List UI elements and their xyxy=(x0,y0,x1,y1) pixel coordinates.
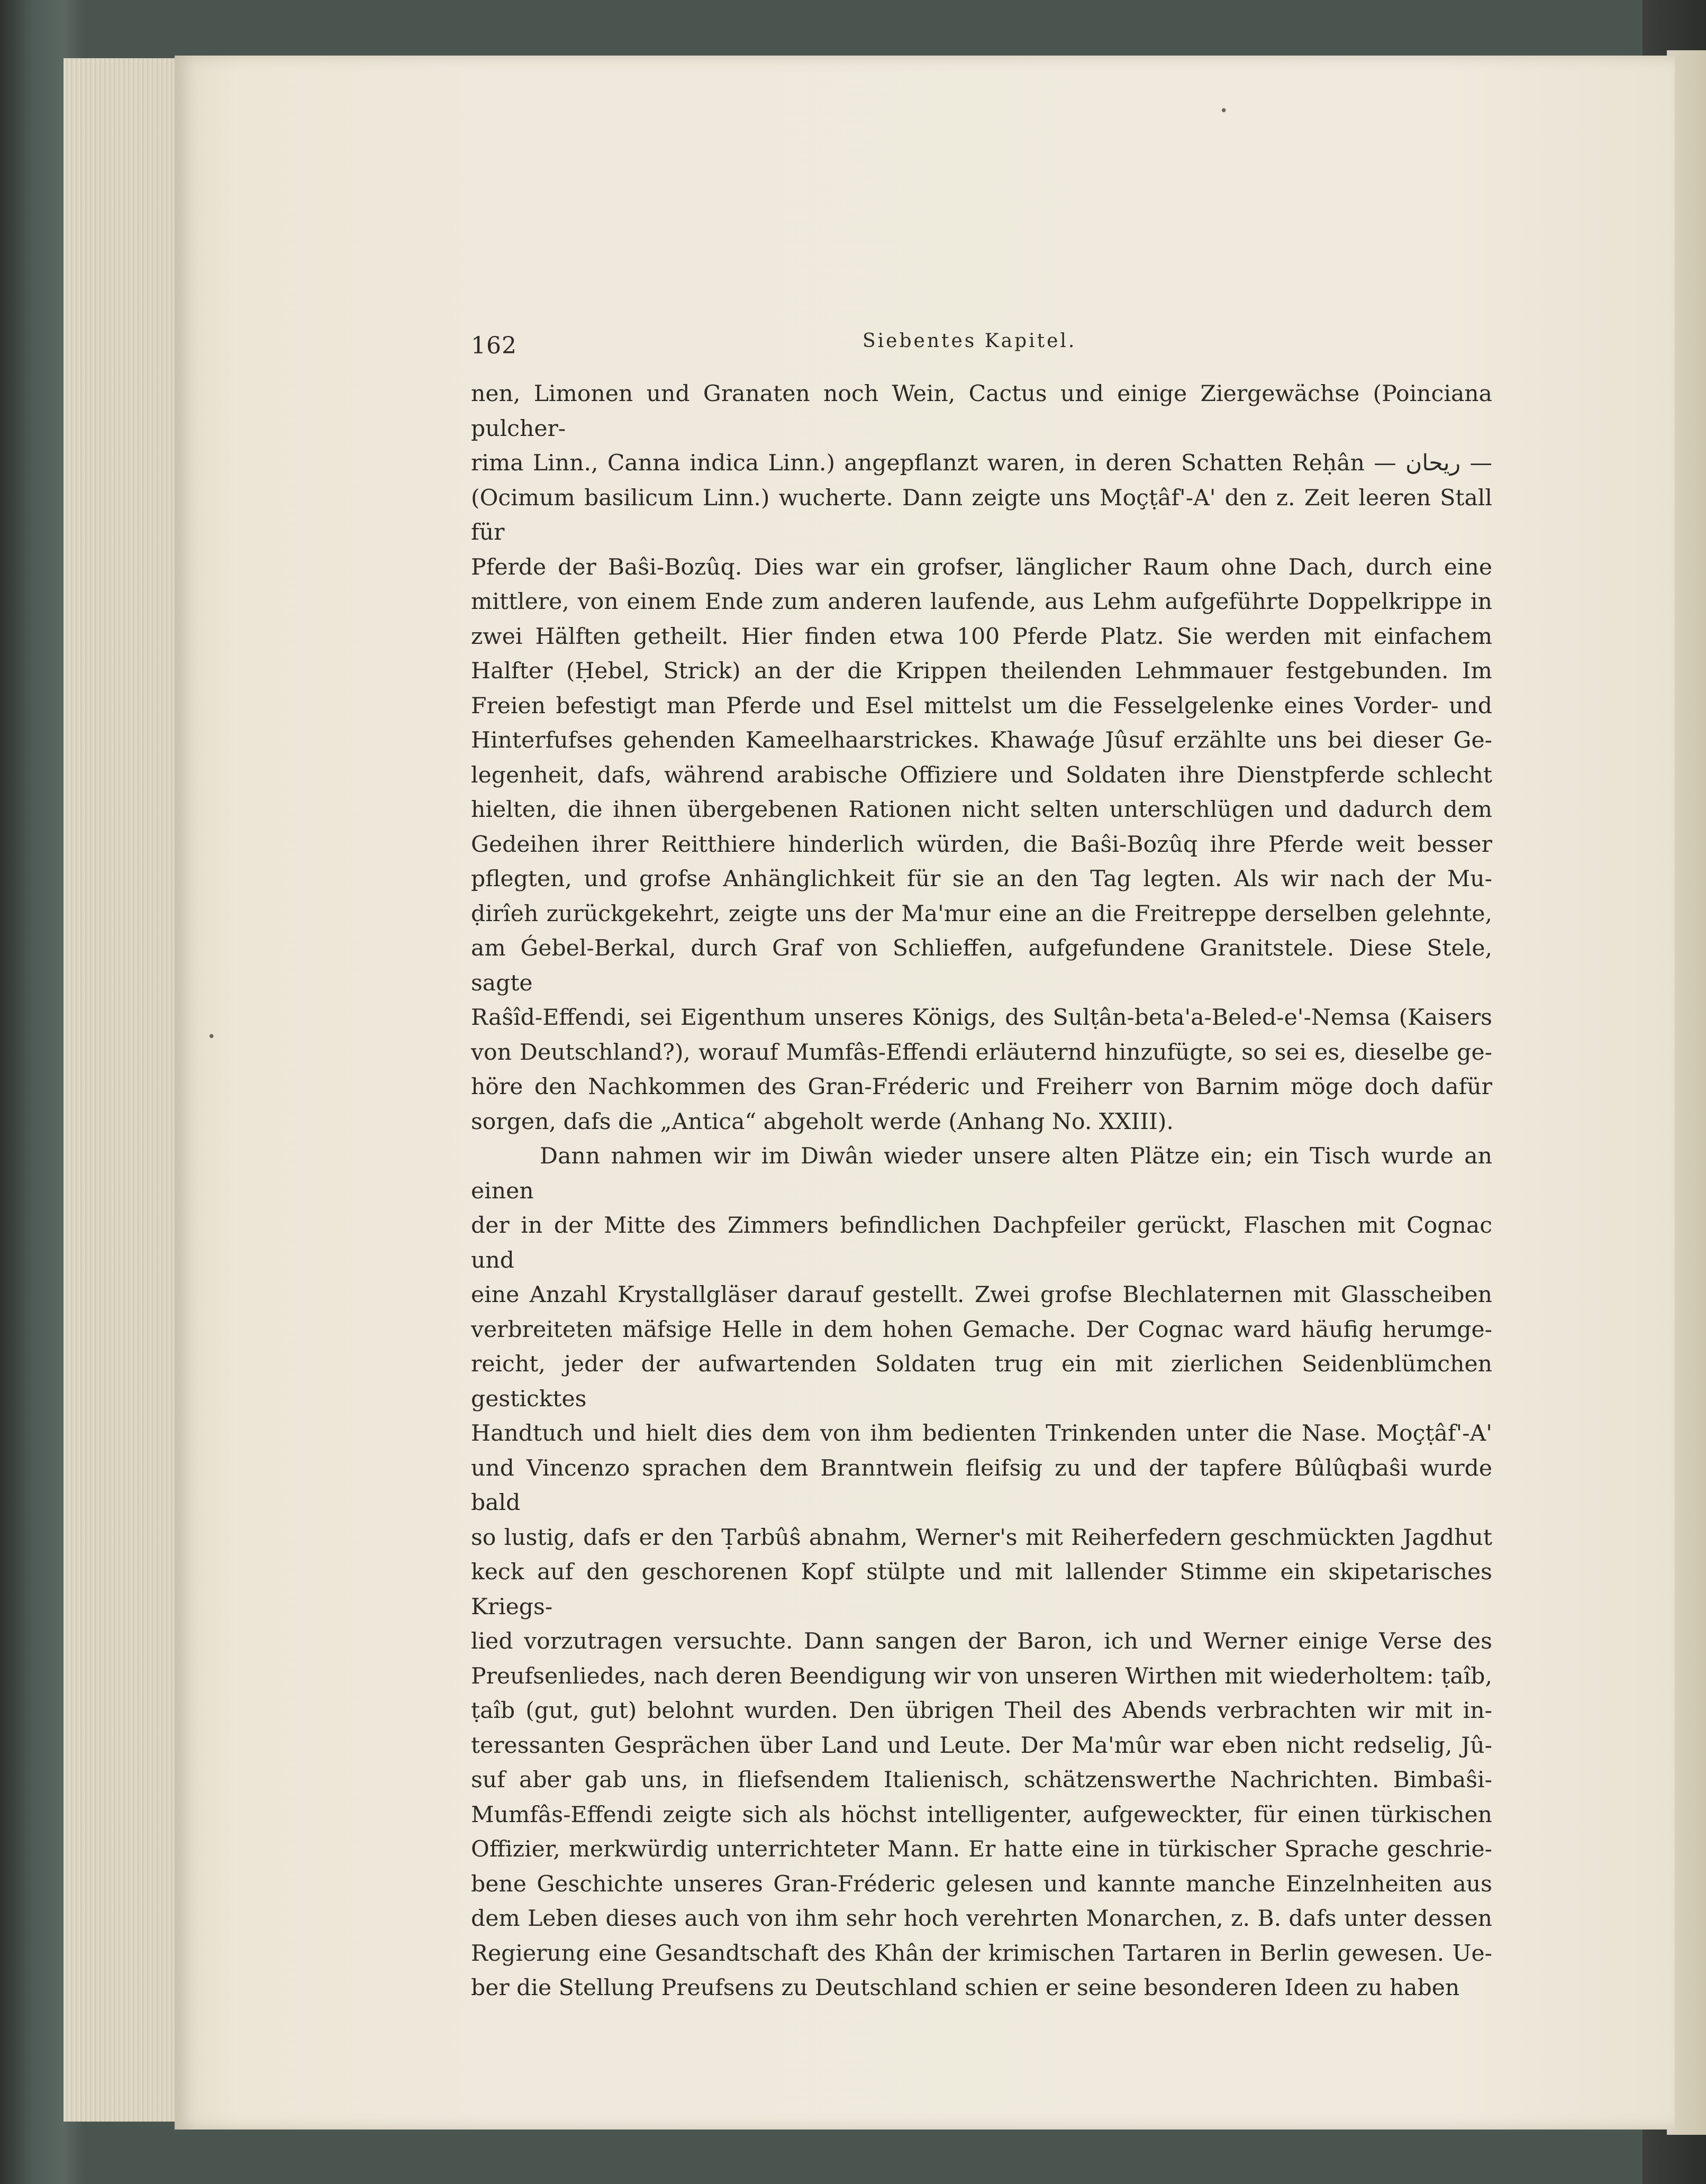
text-line: von Deutschland?), worauf Mumfâs-Effendi erläuternd hinzufügte, so sei es, dieselbe ge- xyxy=(471,1039,1492,1066)
text-line: nen, Limonen und Granaten noch Wein, Cactus und einige Ziergewächse (Poinciana pulcher- xyxy=(471,381,1492,442)
text-line: rima Linn., Canna indica Linn.) angepflanzt waren, in deren Schatten Reḥân — ريحان — xyxy=(471,450,1492,476)
text-line: Gedeihen ihrer Reitthiere hinderlich würden, die Baŝi-Bozûq ihre Pferde weit besser xyxy=(471,831,1492,858)
page-number: 162 xyxy=(471,332,517,359)
text-line: ṭaîb (gut, gut) belohnt wurden. Den übrigen Theil des Abends verbrachten wir mit in- xyxy=(471,1698,1492,1724)
text-line: suf aber gab uns, in fliefsendem Italienisch, schätzenswerthe Nachrichten. Bimbaŝi- xyxy=(471,1767,1492,1793)
text-line: Handtuch und hielt dies dem von ihm bedienten Trinkenden unter die Nase. Moçṭâf'-A' xyxy=(471,1421,1492,1446)
text-line: Hinterfufses gehenden Kameelhaarstrickes. Khawaǵe Jûsuf erzählte uns bei dieser Ge- xyxy=(471,727,1492,753)
text-line: reicht, jeder der aufwartenden Soldaten trug ein mit zierlichen Seidenblümchen gesticktes xyxy=(471,1351,1492,1412)
text-line: legenheit, dafs, während arabische Offiziere und Soldaten ihre Dienstpferde schlecht xyxy=(471,762,1492,788)
text-line: Mumfâs-Effendi zeigte sich als höchst intelligenter, aufgeweckter, für einen türkischen xyxy=(471,1801,1492,1828)
text-line: Preufsenliedes, nach deren Beendigung wir von unseren Wirthen mit wiederholtem: ṭaîb, xyxy=(471,1663,1492,1689)
text-line: sorgen, dafs die „Antica“ abgeholt werde (Anhang No. XXIII). xyxy=(471,1108,1174,1135)
text-line: eine Anzahl Krystallgläser darauf gestellt. Zwei grofse Blechlaternen mit Glasscheiben xyxy=(471,1282,1492,1308)
text-line: verbreiteten mäfsige Helle in dem hohen Gemache. Der Cognac ward häufig herumge- xyxy=(471,1316,1492,1343)
text-line: der in der Mitte des Zimmers befindlichen Dachpfeiler gerückt, Flaschen mit Cognac und xyxy=(471,1213,1492,1273)
text-line: Offizier, merkwürdig unterrichteter Mann. Er hatte eine in türkischer Sprache geschrie- xyxy=(471,1836,1492,1862)
text-line: Freien befestigt man Pferde und Esel mittelst um die Fesselgelenke eines Vorder- und xyxy=(471,693,1492,719)
text-line: am Ǵebel-Berkal, durch Graf von Schlieffen, aufgefundene Granitstele. Diese Stele, sagte xyxy=(471,935,1492,996)
chapter-title: Siebentes Kapitel. xyxy=(863,330,1077,352)
text-line: Pferde der Baŝi-Bozûq. Dies war ein grofser, länglicher Raum ohne Dach, durch eine xyxy=(471,554,1492,580)
text-line: so lustig, dafs er den Ṭarbûŝ abnahm, Werner's mit Reiherfedern geschmückten Jagdhut xyxy=(471,1524,1492,1551)
ink-speck: • xyxy=(207,1029,216,1045)
text-line: bene Geschichte unseres Gran-Fréderic gelesen und kannte manche Einzelnheiten aus xyxy=(471,1871,1492,1897)
page-text-block xyxy=(471,328,1492,2006)
running-head xyxy=(471,328,1492,365)
text-line: hielten, die ihnen übergebenen Rationen nicht selten unterschlügen und dadurch dem xyxy=(471,797,1492,823)
text-line: keck auf den geschorenen Kopf stülpte und mit lallender Stimme ein skipetarisches Kriegs- xyxy=(471,1559,1492,1620)
stacked-page-edges xyxy=(63,58,187,2122)
text-line: Raŝîd-Effendi, sei Eigenthum unseres Königs, des Sulṭân-beta'a-Beled-e'-Nemsa (Kaisers xyxy=(471,1005,1492,1031)
text-line: ber die Stellung Preufsens zu Deutschland schien er seine besonderen Ideen zu haben xyxy=(471,1975,1460,2001)
text-line: und Vincenzo sprachen dem Branntwein fleifsig zu und der tapfere Bûlûqbaŝi wurde bald xyxy=(471,1455,1492,1516)
text-line: teressanten Gesprächen über Land und Leute. Der Ma'mûr war eben nicht redselig, Jû- xyxy=(471,1732,1492,1759)
text-line: pflegten, und grofse Anhänglichkeit für sie an den Tag legten. Als wir nach der Mu- xyxy=(471,866,1492,892)
text-line: lied vorzutragen versuchte. Dann sangen der Baron, ich und Werner einige Verse des xyxy=(471,1628,1492,1654)
text-line: zwei Hälften getheilt. Hier finden etwa 100 Pferde Platz. Sie werden mit einfachem xyxy=(471,623,1492,650)
text-line: mittlere, von einem Ende zum anderen laufende, aus Lehm aufgeführte Doppelkrippe in xyxy=(471,589,1492,615)
text-line: Halfter (Ḥebel, Strick) an der die Krippen theilenden Lehmmauer festgebunden. Im xyxy=(471,658,1492,684)
paragraph xyxy=(471,377,1492,1139)
ink-speck: • xyxy=(1220,103,1228,119)
text-line: höre den Nachkommen des Gran-Fréderic und Freiherr von Barnim möge doch dafür xyxy=(471,1074,1492,1100)
text-line: Regierung eine Gesandtschaft des Khân der krimischen Tartaren in Berlin gewesen. Ue- xyxy=(471,1940,1492,1967)
text-line: Dann nahmen wir im Diwân wieder unsere alten Plätze ein; ein Tisch wurde an einen xyxy=(471,1143,1492,1204)
text-line: ḍirîeh zurückgekehrt, zeigte uns der Ma'mur eine an die Freitreppe derselben gelehnte, xyxy=(471,900,1492,927)
text-line: (Ocimum basilicum Linn.) wucherte. Dann zeigte uns Moçṭâf'-A' den z. Zeit leeren Stall für xyxy=(471,485,1492,545)
text-line: dem Leben dieses auch von ihm sehr hoch verehrten Monarchen, z. B. dafs unter dessen xyxy=(471,1906,1492,1932)
paragraph xyxy=(471,1139,1492,2006)
